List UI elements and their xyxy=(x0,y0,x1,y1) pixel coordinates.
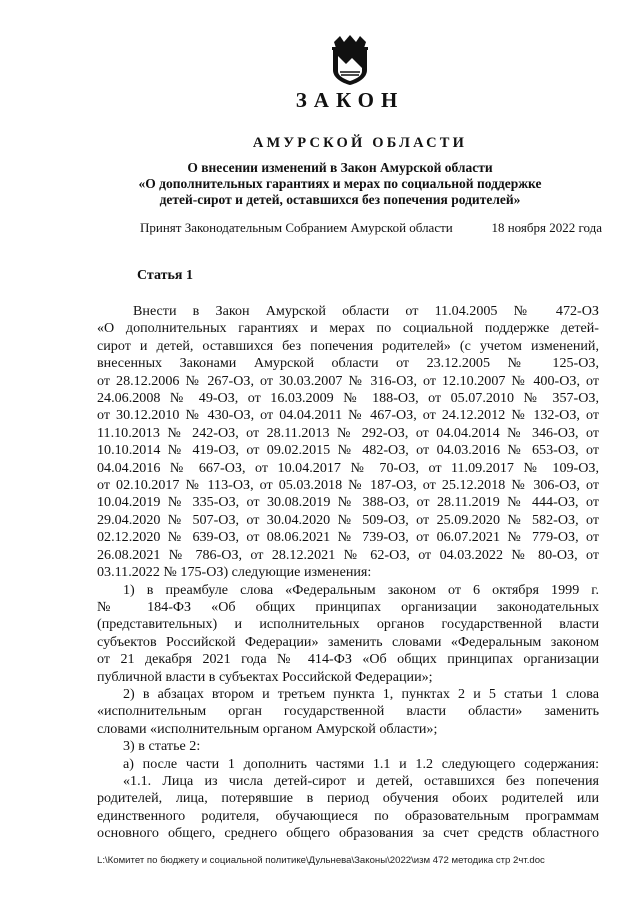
heading-line: О внесении изменений в Закон Амурской области xyxy=(187,160,493,175)
heading-line: «О дополнительных гарантиях и мерах по социальной поддержке xyxy=(138,176,542,191)
text-line: 3) в статье 2: xyxy=(123,738,201,755)
text-line: 10.10.2014 № 419-ОЗ, от 09.02.2015 № 482-ОЗ, от 04.03.2016 № 653-ОЗ, от xyxy=(97,442,599,459)
text-line: от 21 декабря 2021 года № 414-ФЗ «Об общих принципах организации xyxy=(97,651,599,668)
text-line: «исполнительным орган государственной власти области» заменить xyxy=(97,703,599,720)
text-line: 03.11.2022 № 175-ОЗ) следующие изменения: xyxy=(97,564,372,581)
text-line: субъектов Российской Федерации» заменить словами «Федеральным законом xyxy=(97,633,599,650)
text-line: внесенных Законами Амурской области от 23.12.2005 № 125-ОЗ, xyxy=(97,355,599,372)
text-line: а) после части 1 дополнить частями 1.1 и 1.2 следующего содержания: xyxy=(123,755,599,772)
text-line: от 28.12.2006 № 267-ОЗ, от 30.03.2007 № 316-ОЗ, от 12.10.2007 № 400-ОЗ, от xyxy=(97,372,599,389)
text-line: родителей, лица, потерявшие в период обучения обоих родителей или xyxy=(97,790,599,807)
text-line: публичной власти в субъектах Российской Федерации»; xyxy=(97,668,433,685)
text-line: основного общего, среднего общего образования за счет средств областного xyxy=(97,825,599,842)
adopted-by-text: Принят Законодательным Собранием Амурской области xyxy=(140,220,453,235)
text-line: 10.04.2019 № 335-ОЗ, от 30.08.2019 № 388-ОЗ, от 28.11.2019 № 444-ОЗ, от xyxy=(97,494,599,511)
text-line: 04.04.2016 № 667-ОЗ, от 10.04.2017 № 70-ОЗ, от 11.09.2017 № 109-ОЗ, xyxy=(97,459,599,476)
text-line: от 02.10.2017 № 113-ОЗ, от 05.03.2018 № 187-ОЗ, от 25.12.2018 № 306-ОЗ, от xyxy=(97,477,599,494)
document-subtitle: АМУРСКОЙ ОБЛАСТИ xyxy=(252,135,468,151)
file-path-footer: L:\Комитет по бюджету и социальной политике\Дульнева\Законы\2022\изм 472 методика стр 2чт.doc xyxy=(97,855,545,866)
adopted-date: 18 ноября 2022 года xyxy=(491,220,602,235)
text-line: 1) в преамбуле слова «Федеральным законом от 6 октября 1999 г. xyxy=(123,581,599,598)
text-line: Внести в Закон Амурской области от 11.04.2005 № 472-ОЗ xyxy=(133,303,599,319)
text-line: 02.12.2020 № 639-ОЗ, от 08.06.2021 № 739-ОЗ, от 06.07.2021 № 779-ОЗ, от xyxy=(97,529,599,546)
text-line: 11.10.2013 № 242-ОЗ, от 28.11.2013 № 292-ОЗ, от 04.04.2014 № 346-ОЗ, от xyxy=(97,424,599,441)
text-line: № 184-ФЗ «Об общих принципах организации законодательных xyxy=(97,598,599,615)
article-title: Статья 1 xyxy=(137,268,193,283)
document-title: ЗАКОН xyxy=(295,88,405,112)
text-line: «1.1. Лица из числа детей-сирот и детей, оставшихся без попечения xyxy=(123,772,599,789)
text-line: 24.06.2008 № 49-ОЗ, от 16.03.2009 № 188-ОЗ, от 05.07.2010 № 357-ОЗ, xyxy=(97,390,599,407)
coat-of-arms-emblem xyxy=(328,34,372,86)
law-heading xyxy=(80,160,600,208)
text-line: (представительных) и исполнительных органов государственной власти xyxy=(97,616,599,633)
text-line: «О дополнительных гарантиях и мерах по социальной поддержке детей- xyxy=(97,320,599,337)
text-line: от 30.12.2010 № 430-ОЗ, от 04.04.2011 № 467-ОЗ, от 24.12.2012 № 132-ОЗ, от xyxy=(97,407,599,424)
article-body xyxy=(97,303,599,843)
text-line: словами «исполнительным органом Амурской области»; xyxy=(97,720,438,737)
heading-line: детей-сирот и детей, оставшихся без попечения родителей» xyxy=(159,192,521,207)
text-line: 26.08.2021 № 786-ОЗ, от 28.12.2021 № 62-ОЗ, от 04.03.2022 № 80-ОЗ, от xyxy=(97,546,599,563)
adoption-line xyxy=(140,220,602,236)
text-line: 29.04.2020 № 507-ОЗ, от 30.04.2020 № 509-ОЗ, от 25.09.2020 № 582-ОЗ, от xyxy=(97,511,599,528)
text-line: сирот и детей, оставшихся без попечения родителей» (с учетом изменений, xyxy=(97,337,599,354)
text-line: 2) в абзацах втором и третьем пункта 1, пунктах 2 и 5 статьи 1 слова xyxy=(123,685,599,702)
text-line: единственного родителя, обучающиеся по образовательным программам xyxy=(97,807,599,824)
